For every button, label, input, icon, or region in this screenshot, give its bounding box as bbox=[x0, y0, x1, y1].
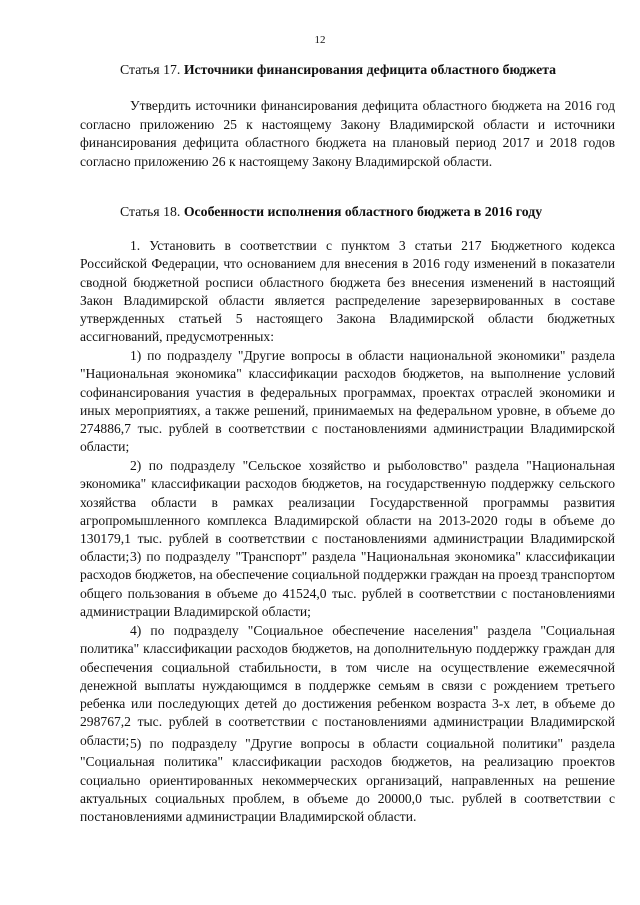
article-18-item-5: 5) по подразделу "Другие вопросы в области социальной политики" раздела "Социальная политика" классификации расходов бюджетов, на реализацию проектов социально ориентированных некоммерческих организаций, направленных на решение актуальных социальных проблем, в объеме до 20000,0 тыс. рублей в соответствии с постановлениями администрации Владимирской области. bbox=[80, 736, 615, 825]
article-17-text: Утвердить источники финансирования дефицита областного бюджета на 2016 год согласно приложению 25 к настоящему Закону Владимирской области и источники финансирования дефицита областного бюджета на плановый период 2017 и 2018 годов согласно приложению 26 к настоящему Закону Владимирской области. bbox=[80, 98, 615, 169]
page-number: 12 bbox=[314, 34, 326, 46]
article-17-heading bbox=[60, 61, 605, 79]
article-17-prefix: Статья 17. bbox=[120, 62, 181, 77]
article-18-intro: 1. Установить в соответствии с пунктом 3 статьи 217 Бюджетного кодекса Российской Федерации, что основанием для внесения в 2016 году изменений в показатели сводной бюджетной росписи областного бюджета без внесения изменений в настоящий Закон Владимирской области является распределение зарезервированных в составе утвержденных статьей 5 настоящего Закона Владимирской области бюджетных ассигнований, предусмотренных: bbox=[80, 238, 615, 345]
article-18-item-1: 1) по подразделу "Другие вопросы в области национальной экономики" раздела "Национальная экономика" классификации расходов бюджетов, на выполнение условий софинансирования участия в федеральных программах, проектах отраслей экономики и иных мероприятиях, а также решений, принимаемых на федеральном уровне, в объеме до 274886,7 тыс. рублей в соответствии с постановлениями администрации Владимирской области; bbox=[80, 348, 615, 455]
article-18-heading bbox=[60, 203, 605, 221]
article-18-item-3: 3) по подразделу "Транспорт" раздела "Национальная экономика" классификации расходов бюджетов, на обеспечение социальной поддержки граждан на проезд транспортом общего пользования в объеме до 41524,0 тыс. рублей в соответствии с постановлениями администрации Владимирской области; bbox=[80, 549, 615, 619]
article-18-prefix: Статья 18. bbox=[120, 204, 181, 219]
article-18-item-4: 4) по подразделу "Социальное обеспечение населения" раздела "Социальная политика" классификации расходов бюджетов, на дополнительную поддержку граждан для обеспечения социальной стабильности, в том числе на осуществление ежемесячной денежной выплаты нуждающимся в поддержке семьям в связи с рождением третьего ребенка или последующих детей до достижения ребенком возраста 3-х лет, в объеме до 298767,2 тыс. рублей в соответствии с постановлениями администрации Владимирской области; bbox=[80, 623, 615, 748]
article-17-title: Источники финансирования дефицита областного бюджета bbox=[183, 62, 557, 77]
article-18-item-2: 2) по подразделу "Сельское хозяйство и рыболовство" раздела "Национальная экономика" классификации расходов бюджетов, на государственную поддержку сельского хозяйства области в рамках реализации Государственной программы развития агропромышленного комплекса Владимирской области на 2013-2020 годы в объеме до 130179,1 тыс. рублей в соответствии с постановлениями администрации Владимирской области; bbox=[80, 458, 615, 565]
article-18-title: Особенности исполнения областного бюджета в 2016 году bbox=[183, 204, 543, 219]
